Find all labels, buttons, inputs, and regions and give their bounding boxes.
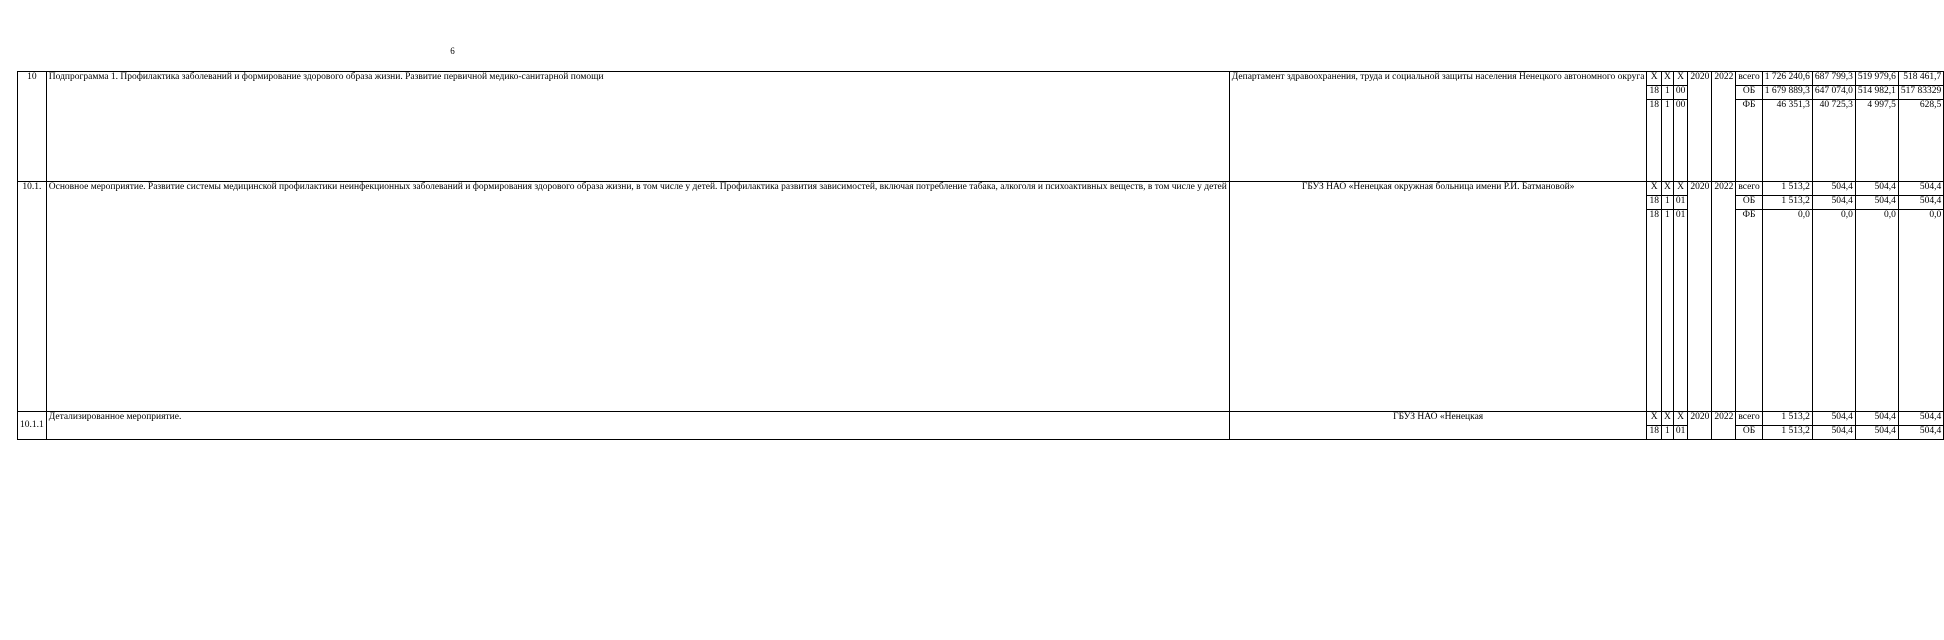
funding-source: ОБ xyxy=(1736,196,1762,210)
measure-name: Основное мероприятие. Развитие системы медицинской профилактики неинфекционных заболеваний и формирования здорового образа жизни, в том числе у детей. Профилактика развития зависимостей, включая потребление табака, алкоголя и психоактивных веществ, в том числе у детей xyxy=(46,182,1229,412)
executor: ГБУЗ НАО «Ненецкая окружная больница имени Р.И. Батмановой» xyxy=(1229,182,1647,412)
code-cell: 1 xyxy=(1661,210,1673,412)
amount-year-2: 0,0 xyxy=(1855,210,1898,412)
amount-year-3: 0,0 xyxy=(1898,210,1943,412)
amount-year-1: 504,4 xyxy=(1812,426,1855,440)
amount-year-3: 517 83329 xyxy=(1898,86,1943,100)
code-cell: Х xyxy=(1673,72,1688,86)
amount-total: 1 513,2 xyxy=(1762,196,1812,210)
code-cell: Х xyxy=(1647,182,1662,196)
code-cell: 18 xyxy=(1647,426,1662,440)
code-cell: Х xyxy=(1661,412,1673,426)
code-cell: 18 xyxy=(1647,100,1662,182)
code-cell: 1 xyxy=(1661,196,1673,210)
start-year: 2020 xyxy=(1688,412,1712,440)
start-year: 2020 xyxy=(1688,72,1712,182)
amount-year-1: 504,4 xyxy=(1812,412,1855,426)
page-number: 6 xyxy=(450,46,455,56)
amount-year-2: 514 982,1 xyxy=(1855,86,1898,100)
row-number: 10.1.1 xyxy=(18,412,47,440)
start-year: 2020 xyxy=(1688,182,1712,412)
end-year: 2022 xyxy=(1712,412,1736,440)
executor: Департамент здравоохранения, труда и социальной защиты населения Ненецкого автономного округа xyxy=(1229,72,1647,182)
amount-year-1: 504,4 xyxy=(1812,196,1855,210)
amount-year-1: 504,4 xyxy=(1812,182,1855,196)
measure-name: Подпрограмма 1. Профилактика заболеваний и формирование здорового образа жизни. Развитие первичной медико-санитарной помощи xyxy=(46,72,1229,182)
amount-year-2: 4 997,5 xyxy=(1855,100,1898,182)
funding-source: ФБ xyxy=(1736,210,1762,412)
program-table xyxy=(17,71,1944,440)
amount-total: 1 513,2 xyxy=(1762,426,1812,440)
amount-total: 46 351,3 xyxy=(1762,100,1812,182)
funding-source: всего xyxy=(1736,412,1762,426)
amount-year-1: 40 725,3 xyxy=(1812,100,1855,182)
amount-year-3: 504,4 xyxy=(1898,412,1943,426)
code-cell: Х xyxy=(1661,182,1673,196)
measure-name: Детализированное мероприятие. xyxy=(46,412,1229,440)
amount-year-3: 504,4 xyxy=(1898,196,1943,210)
table-row xyxy=(18,412,1944,426)
amount-year-3: 504,4 xyxy=(1898,182,1943,196)
code-cell: 18 xyxy=(1647,210,1662,412)
table-row xyxy=(18,182,1944,196)
funding-source: всего xyxy=(1736,72,1762,86)
code-cell: 00 xyxy=(1673,100,1688,182)
code-cell: 00 xyxy=(1673,86,1688,100)
amount-total: 1 513,2 xyxy=(1762,412,1812,426)
funding-source: всего xyxy=(1736,182,1762,196)
code-cell: Х xyxy=(1673,412,1688,426)
code-cell: 1 xyxy=(1661,100,1673,182)
funding-source: ФБ xyxy=(1736,100,1762,182)
code-cell: 01 xyxy=(1673,210,1688,412)
code-cell: 1 xyxy=(1661,86,1673,100)
amount-year-1: 647 074,0 xyxy=(1812,86,1855,100)
amount-year-3: 504,4 xyxy=(1898,426,1943,440)
row-number: 10 xyxy=(18,72,47,182)
funding-source: ОБ xyxy=(1736,426,1762,440)
amount-year-3: 628,5 xyxy=(1898,100,1943,182)
amount-year-2: 504,4 xyxy=(1855,412,1898,426)
amount-year-2: 504,4 xyxy=(1855,196,1898,210)
code-cell: 18 xyxy=(1647,86,1662,100)
amount-total: 1 679 889,3 xyxy=(1762,86,1812,100)
funding-source: ОБ xyxy=(1736,86,1762,100)
amount-year-2: 504,4 xyxy=(1855,182,1898,196)
code-cell: Х xyxy=(1647,412,1662,426)
amount-year-2: 504,4 xyxy=(1855,426,1898,440)
amount-year-1: 687 799,3 xyxy=(1812,72,1855,86)
amount-total: 1 726 240,6 xyxy=(1762,72,1812,86)
table-row xyxy=(18,72,1944,86)
amount-total: 1 513,2 xyxy=(1762,182,1812,196)
code-cell: 01 xyxy=(1673,196,1688,210)
end-year: 2022 xyxy=(1712,72,1736,182)
code-cell: 1 xyxy=(1661,426,1673,440)
executor: ГБУЗ НАО «Ненецкая xyxy=(1229,412,1647,440)
row-number: 10.1. xyxy=(18,182,47,412)
amount-year-2: 519 979,6 xyxy=(1855,72,1898,86)
code-cell: Х xyxy=(1673,182,1688,196)
code-cell: Х xyxy=(1647,72,1662,86)
code-cell: Х xyxy=(1661,72,1673,86)
code-cell: 18 xyxy=(1647,196,1662,210)
end-year: 2022 xyxy=(1712,182,1736,412)
code-cell: 01 xyxy=(1673,426,1688,440)
amount-year-1: 0,0 xyxy=(1812,210,1855,412)
amount-total: 0,0 xyxy=(1762,210,1812,412)
amount-year-3: 518 461,7 xyxy=(1898,72,1943,86)
